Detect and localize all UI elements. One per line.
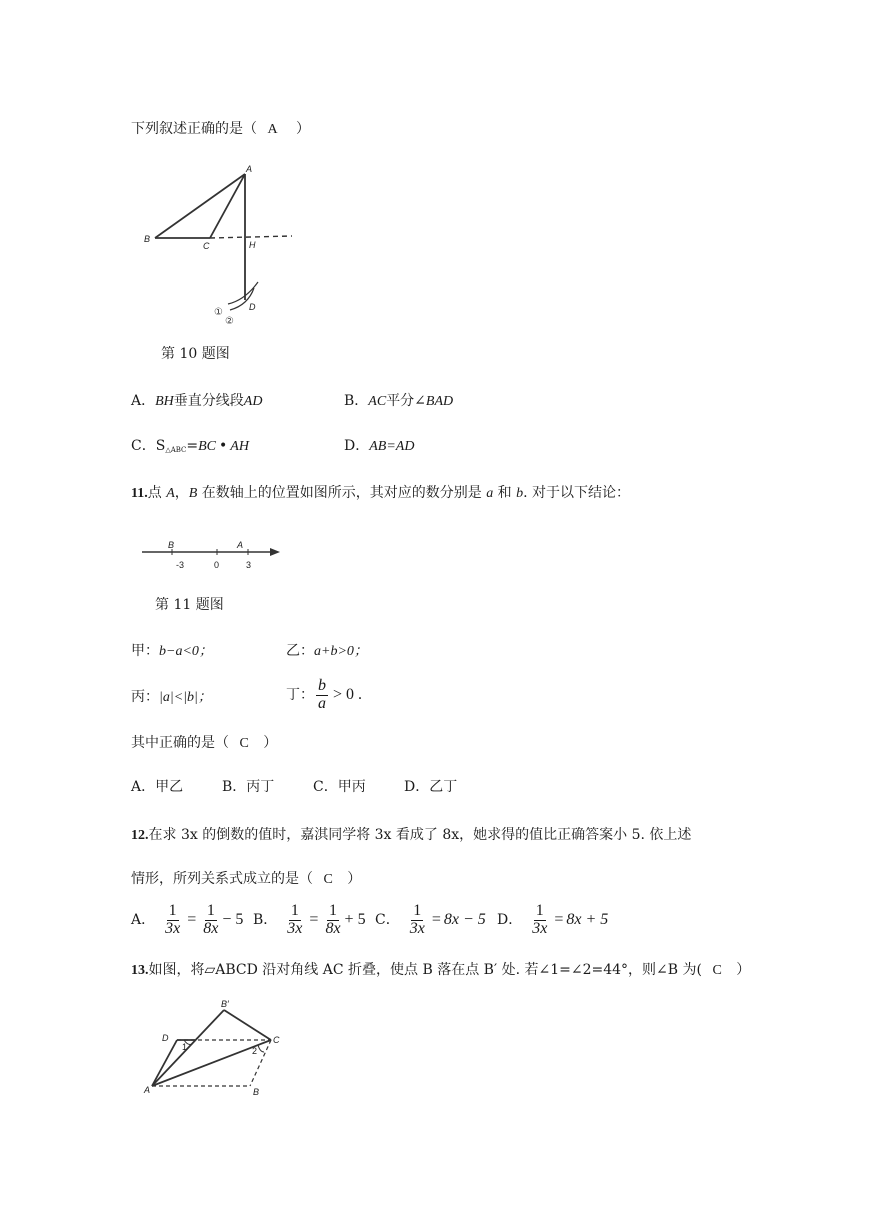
q10-label-D: D [249, 302, 256, 312]
q13-label-C: C [273, 1035, 280, 1045]
q10-figure [130, 160, 310, 340]
q13-label-B: B [253, 1087, 260, 1097]
q10-label-B: B [144, 234, 151, 244]
q10-figure-caption: 第 10 题图 [161, 346, 230, 362]
q11-tick-3: 3 [246, 560, 252, 570]
q10-label-H: H [249, 240, 256, 250]
q12-option-b: B． $\frac{1}{3x}$ = $\frac{1}{8x}$ + 5 [253, 902, 366, 937]
q12-stem-line2: 情形，所列关系式成立的是（ C ） [131, 871, 362, 887]
q12-answer: C [323, 872, 333, 887]
q12-option-d: D． $\frac{1}{3x}$ = 8x + 5 [497, 902, 609, 937]
q11-option-b: B．丙丁 [222, 779, 275, 795]
q11-point-A: A [237, 540, 244, 550]
q11-option-d: D．乙丁 [404, 779, 458, 795]
q10-option-b: B．AC平分∠BAD [344, 393, 454, 409]
q11-figure-caption: 第 11 题图 [155, 597, 224, 613]
q10-label-circle2: ② [225, 316, 234, 327]
q11-answer: C [239, 736, 249, 751]
q13-answer: C [712, 963, 722, 978]
q10-label-circle1: ① [214, 307, 223, 318]
q11-options [131, 780, 457, 794]
q11-ding-fraction: $\frac{b}{a}$ [318, 677, 326, 712]
q11-tick-0: 0 [214, 560, 220, 570]
q10-label-A: A [246, 164, 253, 174]
q10-option-d: D．AB=AD [344, 438, 415, 454]
q11-option-a: A．甲乙 [131, 779, 184, 795]
q13-label-A: A [144, 1085, 151, 1095]
q11-bing: 丙：|a|<|b|； [131, 689, 212, 705]
q12-option-c: C． $\frac{1}{3x}$ = 8x − 5 [375, 902, 486, 937]
q10-answer: A [267, 122, 278, 137]
q12-stem-line1: 12.在求 3x 的倒数的值时，嘉淇同学将 3x 看成了 8x，她求得的值比正确答案小 5. 依上述 [131, 827, 692, 843]
q11-ding: 丁： $\frac{b}{a}$ > 0 . [286, 677, 363, 712]
q13-label-Bprime: B′ [221, 999, 229, 1009]
q10-option-a: A．BH垂直分线段AD [131, 393, 263, 409]
q10-label-C: C [203, 241, 210, 251]
q11-option-c: C．甲丙 [313, 779, 366, 795]
q13-label-angle1: 1 [182, 1042, 188, 1052]
q13-label-angle2: 2 [252, 1046, 258, 1056]
q11-tick-neg3: -3 [176, 560, 185, 570]
q13-stem: 13.如图，将▱ABCD 沿对角线 AC 折叠，使点 B 落在点 B′ 处. 若∠1=∠2=44°，则∠B 为( C ） [131, 962, 751, 978]
q10-stem: 下列叙述正确的是（ A ） [131, 121, 311, 137]
q10-option-c: C．$S_{\triangle ABC}=BC$ • AH [131, 438, 249, 454]
q11-yi: 乙：a+b>0； [286, 643, 368, 659]
q13-label-D: D [162, 1033, 169, 1043]
q12-option-a: A． $\frac{1}{3x}$ = $\frac{1}{8x}$ − 5 [131, 902, 244, 937]
q11-jia: 甲：b−a<0； [131, 643, 213, 659]
q11-point-B: B [168, 540, 175, 550]
q11-stem: 11.点 A，B 在数轴上的位置如图所示，其对应的数分别是 a 和 b. 对于以下结论： [131, 485, 631, 501]
q13-figure [140, 1000, 290, 1105]
q11-number-line [140, 538, 285, 572]
q11-conclusion: 其中正确的是（ C ） [131, 735, 278, 751]
